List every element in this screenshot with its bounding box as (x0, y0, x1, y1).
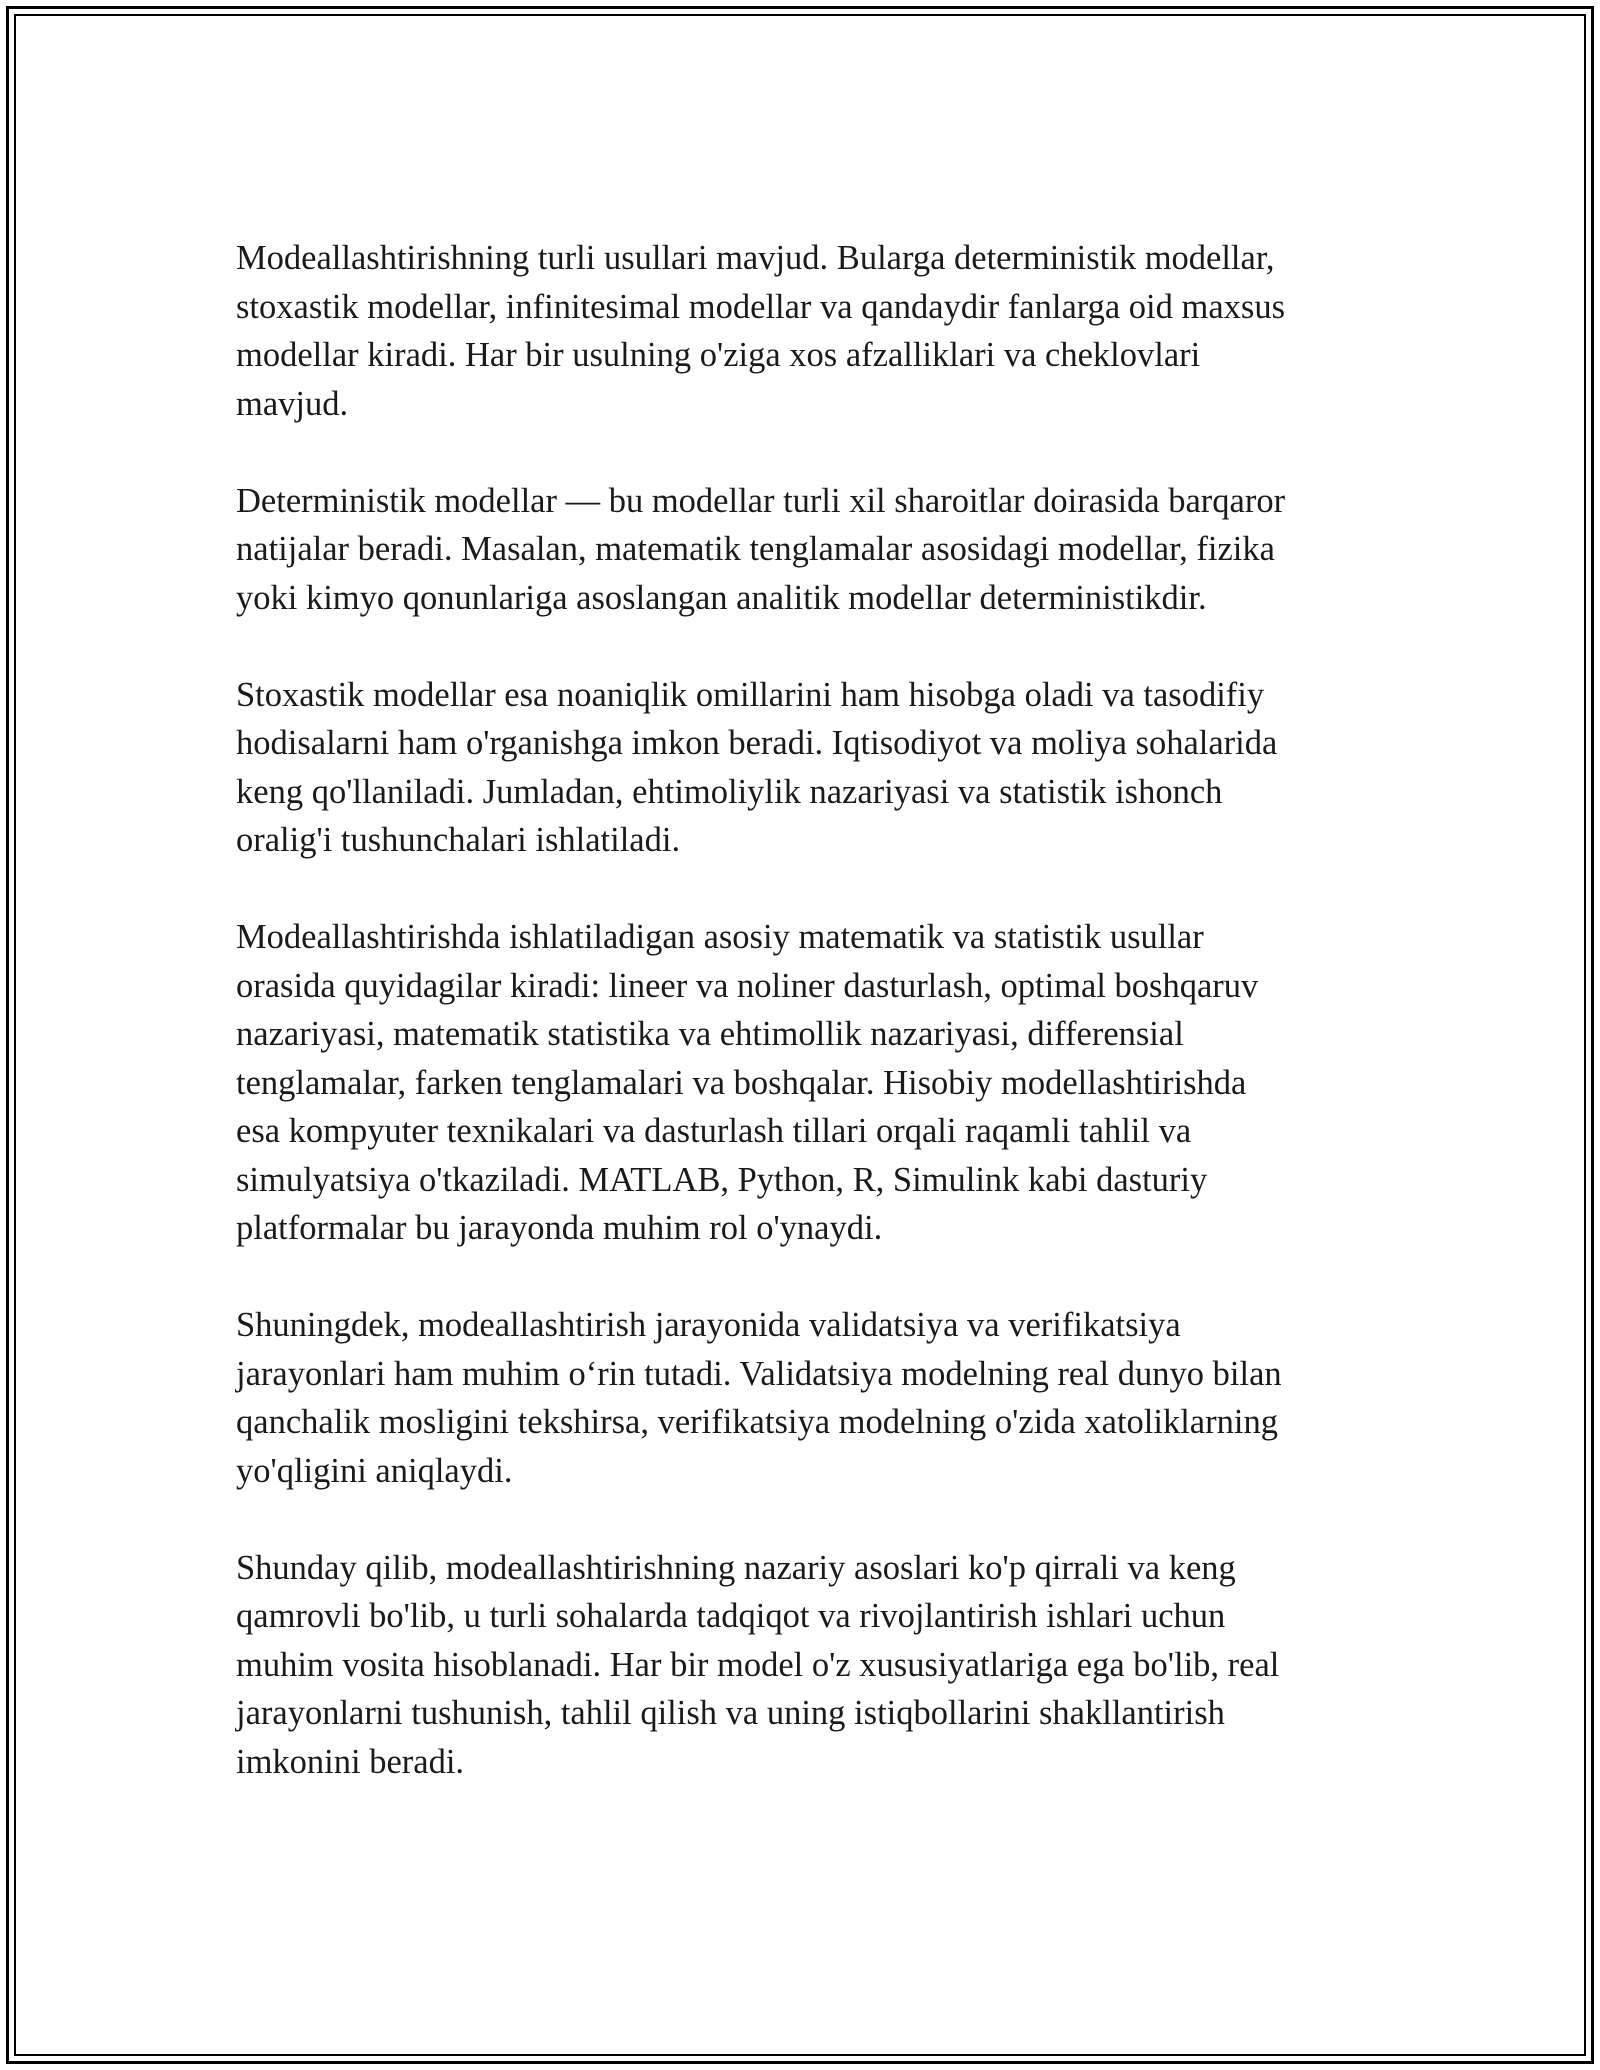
text-line: Modeallashtirishda ishlatiladigan asosiy matematik va statistik usullar (236, 918, 1204, 956)
paragraph-5 (236, 1301, 1366, 1495)
paragraph-2 (236, 477, 1366, 623)
text-line: Shunday qilib, modeallashtirishning nazariy asoslari ko'p qirrali va keng (236, 1548, 1236, 1587)
paragraph-6 (236, 1544, 1366, 1787)
text-line: nazariyasi, matematik statistika va ehtimollik nazariyasi, differensial (236, 1015, 1184, 1053)
text-line: jarayonlari ham muhim o‘rin tutadi. Validatsiya modelning real dunyo bilan (236, 1354, 1282, 1393)
text-line: imkonini beradi. (236, 1742, 465, 1781)
paragraph-1 (236, 234, 1366, 428)
paragraph-4 (236, 913, 1366, 1253)
text-line: Stoxastik modellar esa noaniqlik omillarini ham hisobga oladi va tasodifiy (236, 675, 1265, 714)
text-line: platformalar bu jarayonda muhim rol o'ynaydi. (236, 1209, 883, 1247)
text-line: yo'qligini aniqlaydi. (236, 1451, 513, 1490)
text-line: tenglamalar, farken tenglamalari va boshqalar. Hisobiy modellashtirishda (236, 1063, 1247, 1102)
text-line: qanchalik mosligini tekshirsa, verifikatsiya modelning o'zida xatoliklarning (236, 1403, 1278, 1441)
text-line: hodisalarni ham o'rganishga imkon beradi. Iqtisodiyot va moliya sohalarida (236, 724, 1278, 762)
text-line: yoki kimyo qonunlariga asoslangan analitik modellar deterministikdir. (236, 578, 1207, 617)
text-line: oralig'i tushunchalari ishlatiladi. (236, 821, 681, 859)
text-line: esa kompyuter texnikalari va dasturlash tillari orqali raqamli tahlil va (236, 1112, 1192, 1150)
document-body (236, 234, 1366, 1835)
text-line: Modeallashtirishning turli usullari mavjud. Bularga deterministik modellar, (236, 239, 1275, 277)
text-line: natijalar beradi. Masalan, matematik tenglamalar asosidagi modellar, fizika (236, 530, 1275, 568)
paragraph-3 (236, 671, 1366, 865)
text-line: simulyatsiya o'tkaziladi. MATLAB, Python, R, Simulink kabi dasturiy (236, 1160, 1208, 1199)
text-line: mavjud. (236, 384, 349, 423)
text-line: qamrovli bo'lib, u turli sohalarda tadqiqot va rivojlantirish ishlari uchun (236, 1597, 1226, 1635)
text-line: modellar kiradi. Har bir usulning o'ziga xos afzalliklari va cheklovlari (236, 336, 1201, 374)
text-line: orasida quyidagilar kiradi: lineer va noliner dasturlash, optimal boshqaruv (236, 966, 1259, 1005)
text-line: Deterministik modellar — bu modellar turli xil sharoitlar doirasida barqaror (236, 481, 1286, 520)
text-line: jarayonlarni tushunish, tahlil qilish va uning istiqbollarini shakllantirish (236, 1694, 1225, 1732)
text-line: stoxastik modellar, infinitesimal modellar va qandaydir fanlarga oid maxsus (236, 287, 1286, 326)
text-line: muhim vosita hisoblanadi. Har bir model o'z xususiyatlariga ega bo'lib, real (236, 1645, 1280, 1684)
text-line: Shuningdek, modeallashtirish jarayonida validatsiya va verifikatsiya (236, 1306, 1181, 1344)
text-line: keng qo'llaniladi. Jumladan, ehtimoliylik nazariyasi va statistik ishonch (236, 772, 1223, 811)
